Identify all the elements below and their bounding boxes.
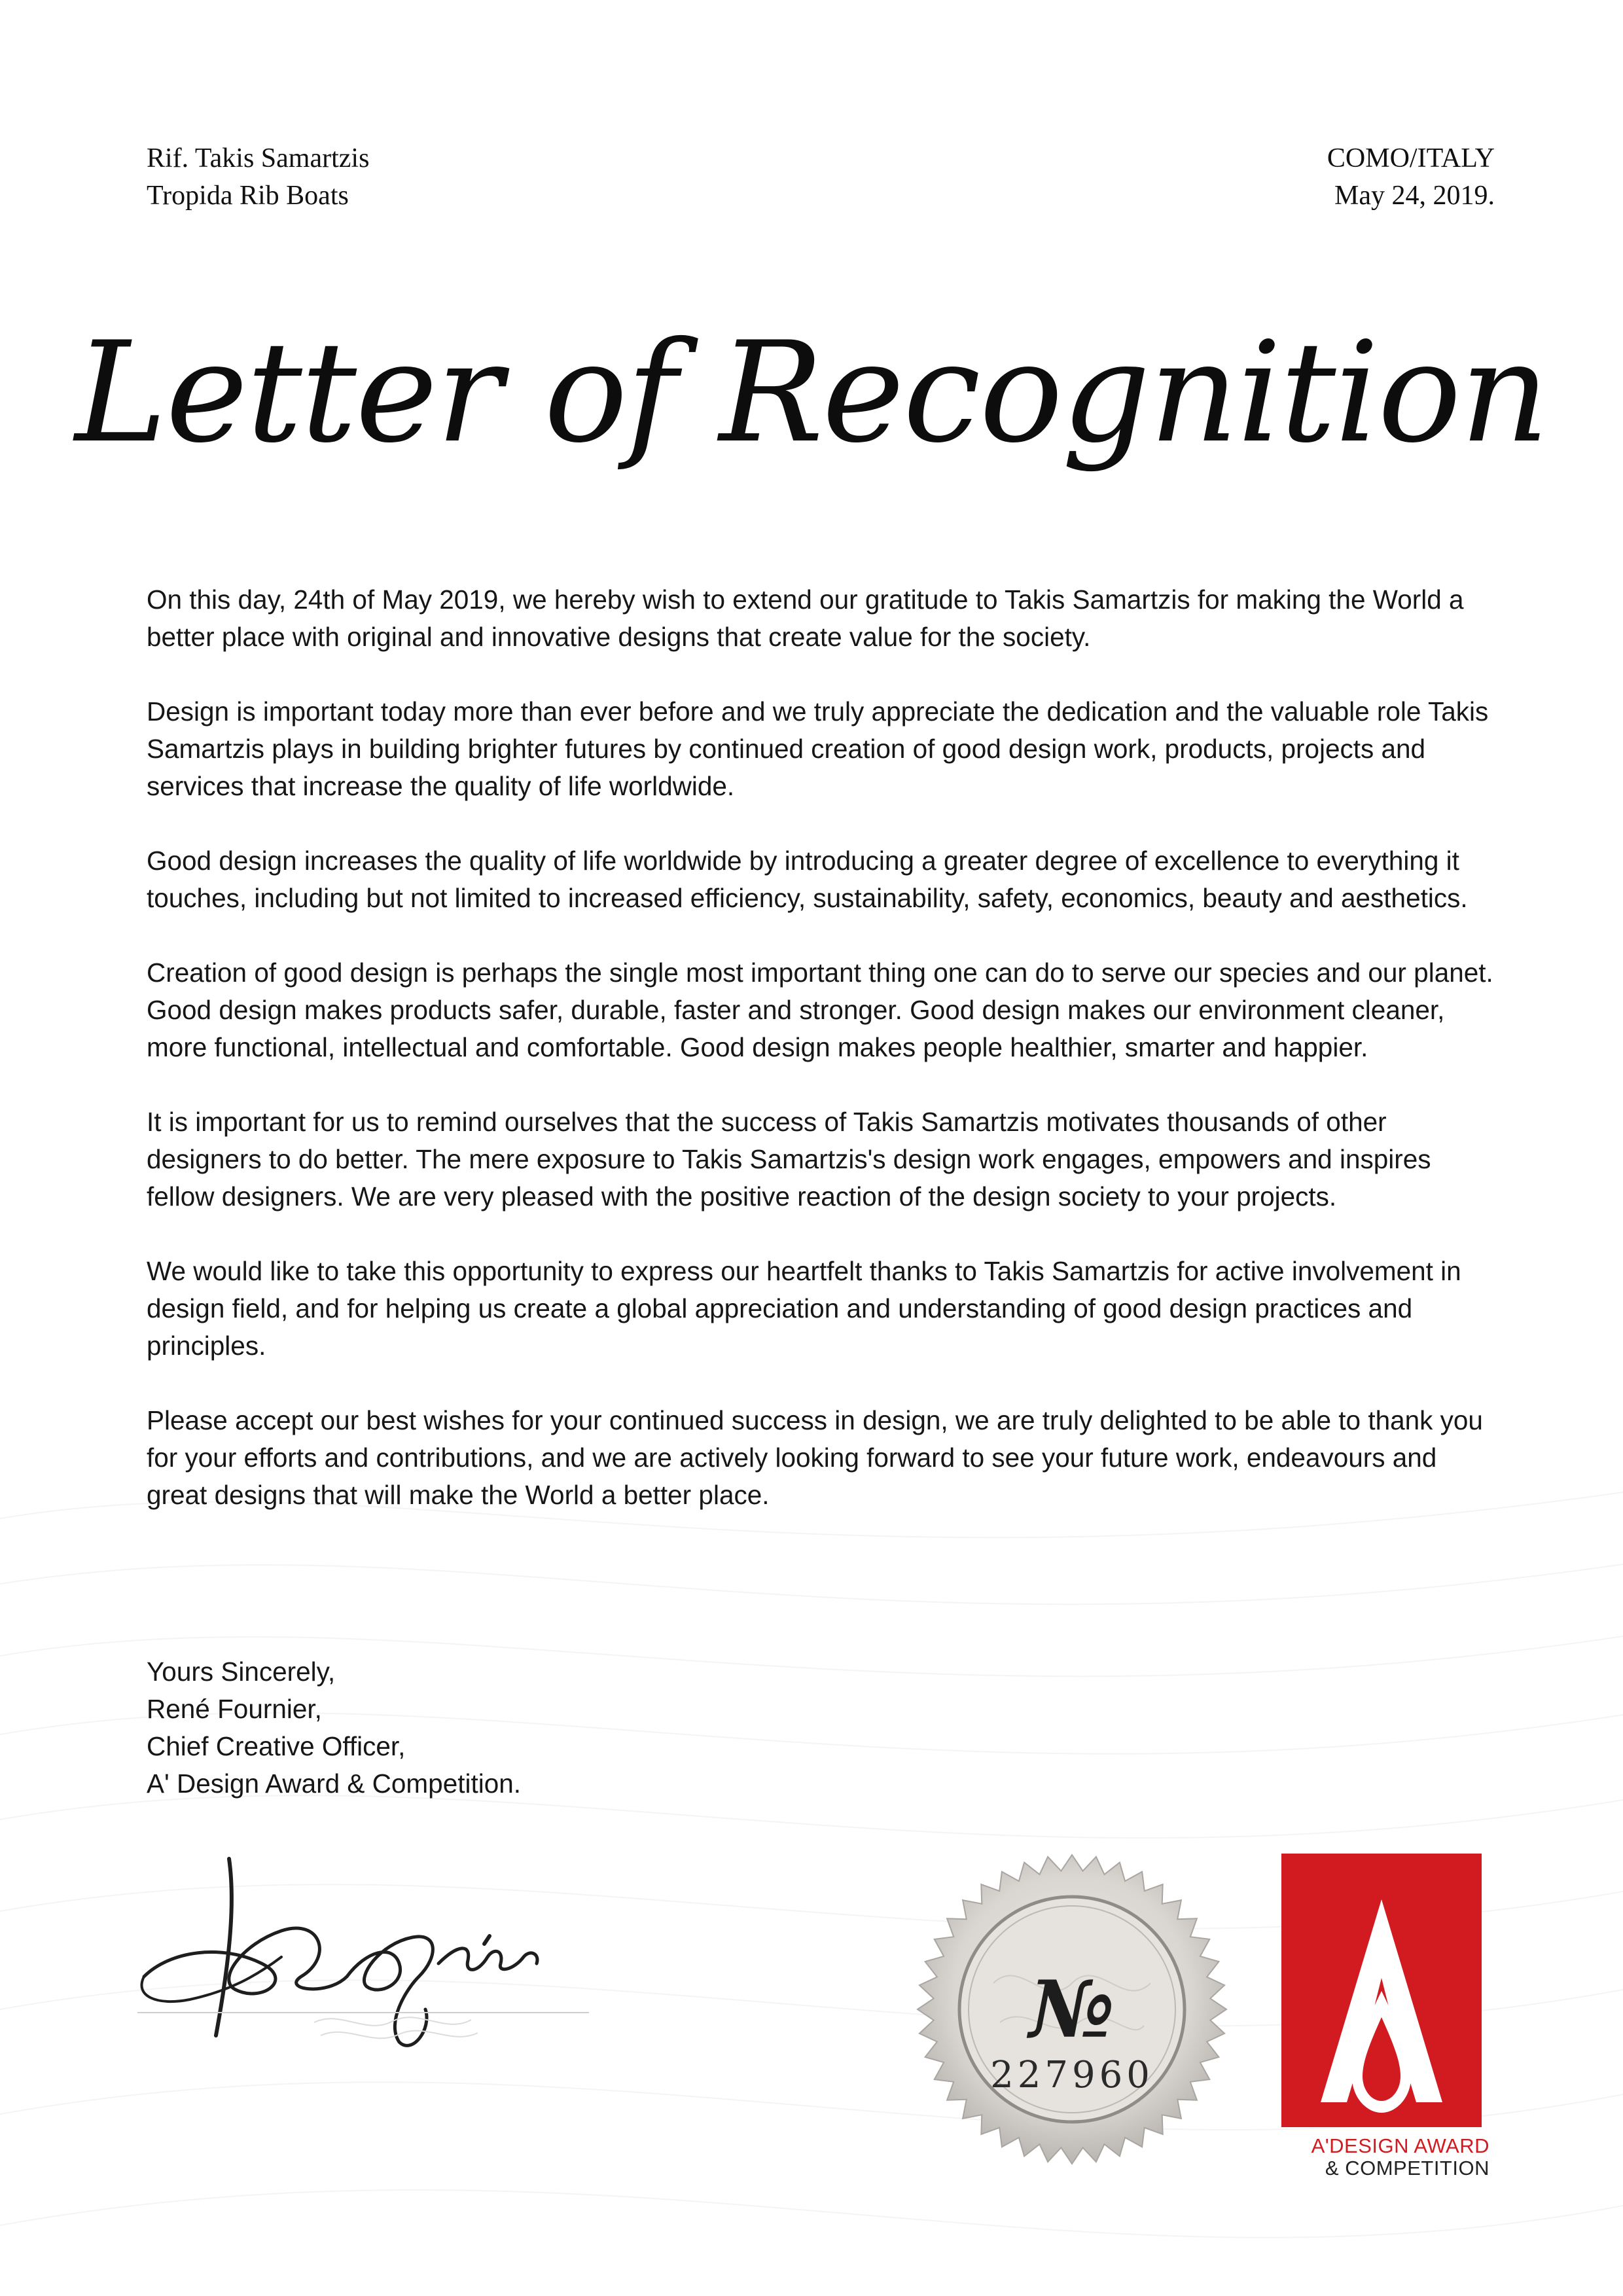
closing-block — [147, 1653, 521, 1803]
paragraph: We would like to take this opportunity to express our heartfelt thanks to Takis Samartzis for active involvement in design field, and for helping us create a global appreciation and understanding of good design practices and principles. — [147, 1256, 1461, 1361]
letter-date: May 24, 2019. — [1334, 181, 1495, 211]
page-title: Letter of Recognition — [75, 312, 1548, 473]
award-logo-caption — [1274, 2135, 1489, 2179]
recipient-block — [147, 140, 369, 215]
closing-salutation: Yours Sincerely, — [147, 1657, 336, 1687]
recipient-company: Tropida Rib Boats — [147, 181, 349, 211]
logo-caption-line1: A'DESIGN AWARD — [1311, 2134, 1489, 2157]
letter-body — [147, 581, 1495, 1551]
paragraph: Design is important today more than ever before and we truly appreciate the dedication and the valuable role Takis Samartzis plays in building brighter futures by continued creation of good design work, products, projects and services that increase the quality of life worldwide. — [147, 696, 1489, 801]
paragraph: Please accept our best wishes for your continued success in design, we are truly delighted to be able to thank you for your efforts and contributions, and we are actively looking forward to see your future work, endeavours and great designs that will make the World a better place. — [147, 1405, 1483, 1510]
signatory-name: René Fournier, — [147, 1694, 322, 1724]
registration-seal — [915, 1852, 1229, 2166]
seal-registration-number: 227960 — [990, 2054, 1154, 2096]
signatory-role: Chief Creative Officer, — [147, 1731, 406, 1761]
paragraph: It is important for us to remind ourselves that the success of Takis Samartzis motivates thousands of other designers to do better. The mere exposure to Takis Samartzis's design work engages, empowers and inspires fellow designers. We are very pleased with the positive reaction of the design society to your projects. — [147, 1107, 1431, 1211]
paragraph: Creation of good design is perhaps the single most important thing one can do to serve our species and our planet. Good design makes products safer, durable, faster and stronger. Good design makes our environment cleaner, more functional, intellectual and comfortable. Good design makes people healthier, smarter and happier. — [147, 958, 1493, 1062]
award-logo-icon — [1281, 1854, 1482, 2127]
place-date-block — [1327, 140, 1495, 215]
recipient-name: Rif. Takis Samartzis — [147, 143, 370, 173]
logo-caption-line2: & COMPETITION — [1325, 2157, 1489, 2179]
award-logo — [1281, 1854, 1482, 2127]
signatory-organization: A' Design Award & Competition. — [147, 1768, 522, 1799]
paragraph: On this day, 24th of May 2019, we hereby wish to extend our gratitude to Takis Samartzis for making the World a better place with original and innovative designs that create value for the society. — [147, 584, 1464, 652]
seal-number-symbol: № — [1029, 1964, 1115, 2056]
location: COMO/ITALY — [1327, 143, 1495, 173]
paragraph: Good design increases the quality of life worldwide by introducing a greater degree of excellence to everything it touches, including but not limited to increased efficiency, sustainability, safety, economics, beauty and aesthetics. — [147, 846, 1468, 913]
handwritten-signature — [131, 1846, 602, 2068]
